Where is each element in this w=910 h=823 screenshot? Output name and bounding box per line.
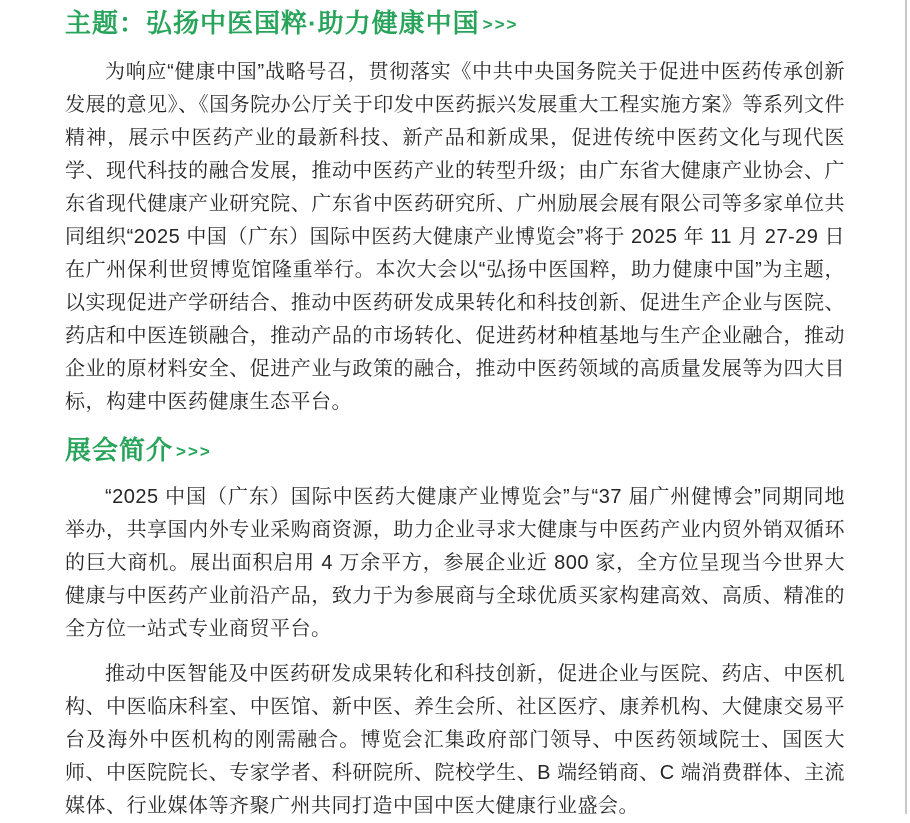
expo-intro-heading-text: 展会简介 (65, 435, 174, 465)
heading-arrows-icon: >>> (482, 15, 519, 34)
heading-arrows-icon: >>> (176, 442, 212, 461)
intro-paragraph-2: 推动中医智能及中医药研发成果转化和科技创新，促进企业与医院、药店、中医机构、中医临床科室、中医馆、新中医、养生会所、社区医疗、康养机构、大健康交易平台及海外中医机构的刚需融合。博览会汇集政府部门领导、中医药领域院士、国医大师、中医院院长、专家学者、科研院所、院校学生、B 端经销商、C 端消费群体、主流媒体、行业媒体等齐聚广州共同打造中国中医大健康行业盛会。 (65, 663, 845, 817)
intro-paragraph-1: “2025 中国（广东）国际中医药大健康产业博览会”与“37 届广州健博会”同期同地举办，共享国内外专业采购商资源，助力企业寻求大健康与中医药产业内贸外销双循环的巨大商机。展出面积启用 4 万余平方，参展企业近 800 家，全方位呈现当今世界大健康与中医药产业前沿产品，致力于为参展商与全球优质买家构建高效、高质、精准的全方位一站式专业商贸平台。 (65, 486, 845, 640)
expo-intro-heading (65, 433, 845, 469)
section-expo-theme (65, 6, 845, 419)
theme-paragraph: 为响应“健康中国”战略号召，贯彻落实《中共中央国务院关于促进中医药传承创新发展的意见》、《国务院办公厅关于印发中医药振兴发展重大工程实施方案》等系列文件精神，展示中医药产业的最新科技、新产品和新成果，促进传统中医药文化与现代医学、现代科技的融合发展，推动中医药产业的转型升级；由广东省大健康产业协会、广东省现代健康产业研究院、广东省中医药研究所、广州励展会展有限公司等多家单位共同组织“2025 中国（广东）国际中医药大健康产业博览会”将于 2025 年 11 月 27-29 日在广州保利世贸博览馆隆重举行。本次大会以“弘扬中医国粹，助力健康中国”为主题，以实现促进产学研结合、推动中医药研发成果转化和科技创新、促进生产企业与医院、药店和中医连锁融合，推动产品的市场转化、促进药材种植基地与生产企业融合，推动企业的原材料安全、促进产业与政策的融合，推动中医药领域的高质量发展等为四大目标，构建中医药健康生态平台。 (65, 61, 845, 413)
expo-theme-heading (65, 6, 845, 42)
expo-theme-heading-text: 主题：弘扬中医国粹·助力健康中国 (65, 8, 480, 38)
section-expo-intro (65, 433, 845, 823)
page-edge-line (905, 0, 907, 814)
